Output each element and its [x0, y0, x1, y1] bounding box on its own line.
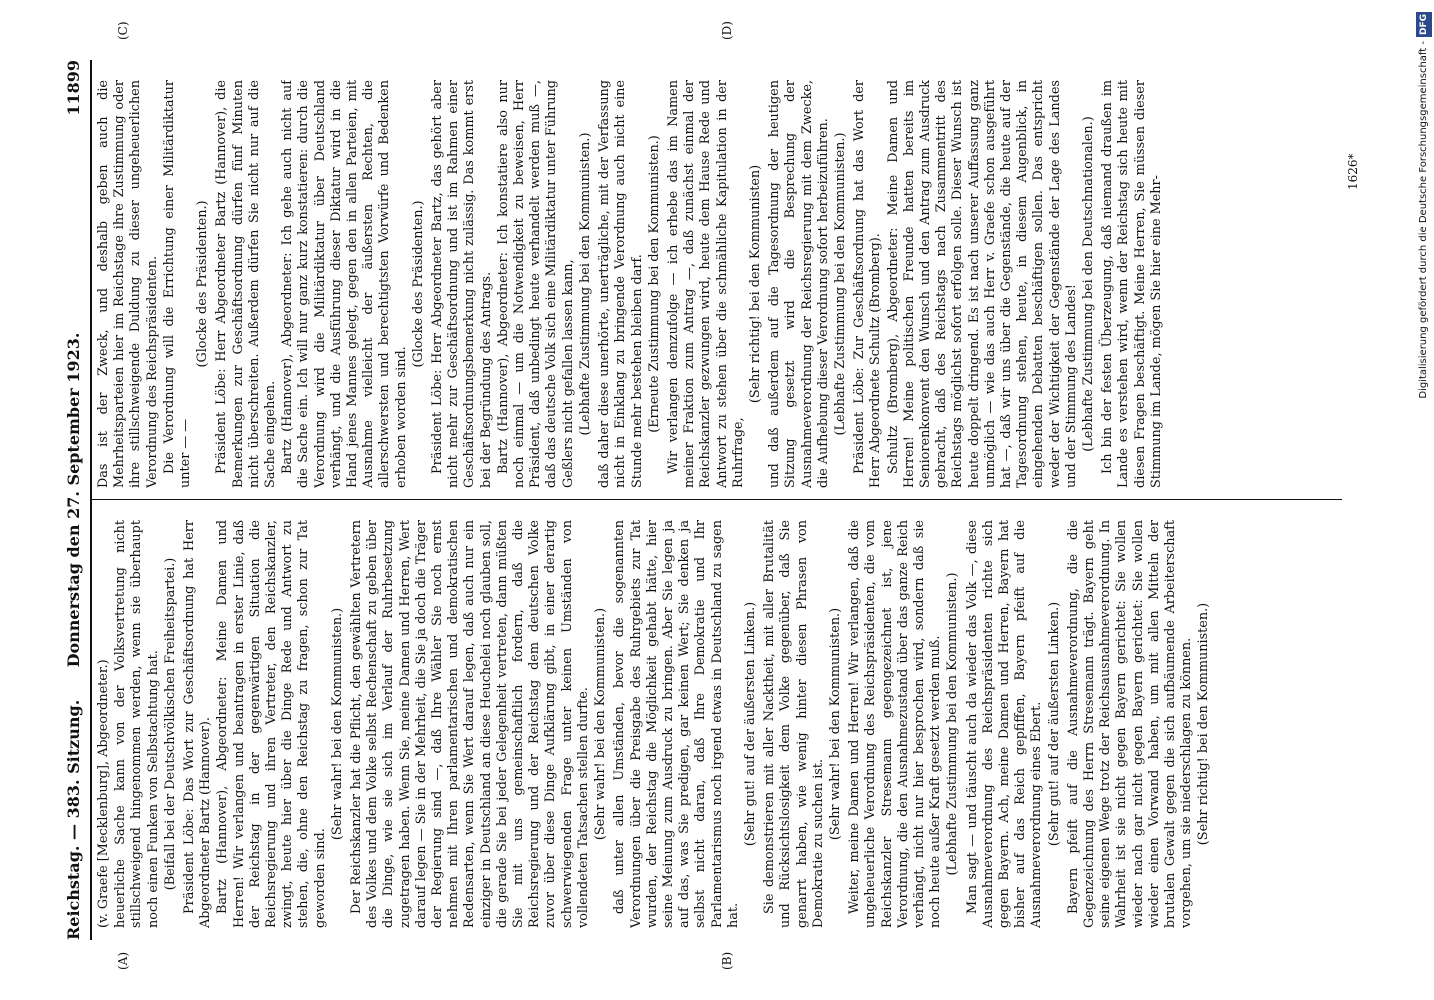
right-interjection: (Lebhafte Zustimmung bei den Kommunisten.) — [832, 132, 848, 436]
margin-marker-b: (B) — [720, 951, 734, 970]
right-interjection: (Glocke des Präsidenten.) — [410, 200, 426, 368]
right-paragraph: Die Verordnung will die Errichtung einer Militärdiktatur unter — — — [161, 80, 194, 488]
header-center: Donnerstag den 27. September 1923. — [64, 332, 83, 668]
right-interjection: (Erneute Zustimmung bei den Kommunisten.) — [646, 135, 662, 433]
left-paragraph: Der Reichskanzler hat die Pflicht, den gewählten Vertretern des Volkes und dem Volke selbst Rechenschaft zu geben über die Dinge, wie sie sich im Verlauf der Ruhrbesetzung zugetragen haben. Wenn Sie, meine Damen und Herren, Wert darauf legen — Sie in der Mehrheit, die Sie ja doch die Träger der Regierung sind —, daß Ihre Wähler Sie noch ernst nehmen mit Ihren parlamentarischen und demokratischen Redensarten, wenn Sie Wert darauf legen, daß auch nur ein einziger in Deutschland an diese Heuchelei noch glauben soll, die gerade Sie bei jeder Gelegenheit vertreten, dann müßten Sie mit uns gemeinschaftlich fordern, daß die Reichsregierung und der Reichstag dem deutschen Volke zuvor über diese Dinge Aufklärung gibt, in einer derartig schwerwiegenden Frage unter keinen Umständen von vollendeten Tatsachen stellen durfte. — [349, 520, 591, 928]
right-paragraph: Präsident Löbe: Herr Abgeordneter Bartz, das gehört aber nicht mehr zur Geschäftsordnung und ist im Rahmen einer Geschäftsordnungsbemerkung nicht zulässig. Das kommt erst bei der Begründung des Antrags. — [430, 80, 494, 488]
header-left: Reichstag. — 383. Sitzung. — [64, 699, 83, 940]
right-paragraph: Bartz (Hannover), Abgeordneter: Ich konstatiere also nur noch einmal — um die Notwendigkeit zu beweisen, Herr Präsident, daß unbedingt heute verhandelt werden muß —, daß das deutsche Volk sich eine Militärdiktatur unter Führung Geßlers nicht gefallen lassen kann, — [495, 80, 576, 488]
left-interjection: (Lebhafte Zustimmung bei den Kommunisten.) — [945, 572, 961, 876]
left-paragraph: heuerliche Sache kann von der Volksvertretung nicht stillschweigend hingenommen werden, wenn sie überhaupt noch einen Funken von Selbstachtung hat. — [113, 520, 161, 928]
left-interjection: (Sehr gut! auf der äußersten Linken.) — [742, 601, 758, 847]
right-interjection: (Lebhafte Zustimmung bei den Deutschnationalen.) — [1080, 116, 1096, 452]
left-paragraph: daß unter allen Umständen, bevor die sogenannten Verordnungen über die Preisgabe des Ruhrgebiets zur Tat wurden, der Reichstag die Möglichkeit gehabt hätte, hier seine Meinung zum Ausdruck zu bringen. Aber Sie legen ja auf das, was Sie predigen, gar keinen Wert; Sie denken ja selbst nicht daran, daß Ihre Demokratie und Ihr Parlamentarismus noch irgend etwas in Deutschland zu sagen hat. — [612, 520, 741, 928]
header-page-number: 11899 — [64, 60, 83, 116]
right-interjection: (Glocke des Präsidenten.) — [195, 200, 211, 368]
right-column — [96, 80, 1346, 488]
right-paragraph: und daß außerdem auf die Tagesordnung der heutigen Sitzung gesetzt wird die Besprechung der Ausnahmeverordnung der Reichsregierung mit dem Zwecke, die Aufhebung dieser Verordnung sofort herbeizuführen. — [767, 80, 831, 488]
left-paragraph: Bartz (Hannover), Abgeordneter: Meine Damen und Herren! Wir verlangen und beantragen in erster Linie, daß der Reichstag in der gegenwärtigen Situation die Reichsregierung und ihren Vertreter, den Reichskanzler, zwingt, heute hier über die Dinge Rede und Antwort zu stehen, die, ohne den Reichstag zu fragen, schon zur Tat geworden sind. — [215, 520, 328, 928]
margin-marker-c: (C) — [116, 21, 130, 40]
column-divider — [92, 499, 1342, 500]
page-header — [56, 60, 92, 940]
left-column — [96, 520, 1346, 928]
right-interjection: (Sehr richtig! bei den Kommunisten) — [747, 164, 763, 404]
dfg-logo: DFG — [1416, 12, 1432, 37]
right-interjection: (Lebhafte Zustimmung bei den Kommunisten.) — [577, 132, 593, 436]
right-paragraph: Präsident Löbe: Herr Abgeordneter Bartz (Hannover), die Bemerkungen zur Geschäftsordnung dürfen fünf Minuten nicht überschreiten. Außerdem dürfen Sie nicht nur auf die Sache eingehen. — [214, 80, 279, 488]
sheet-number: 1626* — [1346, 153, 1360, 190]
right-paragraph: daß daher diese unerhörte, unerträgliche, mit der Verfassung nicht in Einklang zu bringende Verordnung auch nicht eine Stunde mehr bestehen bleiben darf. — [597, 80, 645, 488]
left-paragraph: Bayern pfeift auf die Ausnahmeverordnung, die die Gegenzeichnung des Herrn Stresemann trägt. Bayern geht seine eigenen Wege trotz der Reichsausnahmeverordnung. In Wahrheit ist sie nicht gegen Bayern gerichtet: Sie wollen wieder nach gar nicht gegen Bayern gerichtet: Sie wollen wieder einen Vorwand haben, um mit allen Mitteln der brutalen Gewalt gegen die sich aufbäumende Arbeiterschaft vorgehen, um sie niederschlagen zu können. — [1065, 520, 1195, 928]
left-interjection: (Sehr wahr! bei den Kommunisten.) — [827, 607, 843, 841]
left-interjection: (Sehr richtig! bei den Kommunisten.) — [1196, 602, 1212, 846]
right-paragraph: Wir verlangen demzufolge — ich erhebe das im Namen meiner Fraktion zum Antrag —, daß zunächst einmal der Reichskanzler gezwungen wird, heute dem Hause Rede und Antwort zu stehen über die schmähliche Kapitulation in der Ruhrfrage, — [665, 80, 746, 488]
left-interjection: (Sehr gut! auf der äußersten Linken.) — [1046, 601, 1062, 847]
left-paragraph: Präsident Löbe: Das Wort zur Geschäftsordnung hat Herr Abgeordneter Bartz (Hannover). — [182, 520, 214, 928]
right-paragraph: Schultz (Bromberg), Abgeordneter: Meine Damen und Herren! Meine politischen Freunde hatten bereits im Seniorenkonvent den Wunsch und den Antrag zum Ausdruck gebracht, daß des Reichstags nach Zusammentritt des Reichstags möglichst sofort erfolgen solle. Dieser Wunsch ist heute doppelt dringend. Es ist nach unserer Auffassung ganz unmöglich — wie das auch Herr v. Graefe schon ausgeführt hat —, daß wir uns über die Gegenstände, die heute auf der Tagesordnung stehen, heute, in diesem Augenblick, in eingehenden Debatten beschäftigen sollen. Das entspricht weder der Wichtigkeit der Gegenstände der Lage des Landes und der Stimmung des Landes! — [885, 80, 1079, 488]
margin-marker-d: (D) — [720, 21, 734, 40]
right-paragraph: Ich bin der festen Überzeugung, daß niemand draußen im Lande es verstehen wird, wenn der Reichstag sich heute mit diesen Fragen beschäftigt. Meine Herren, Sie müssen dieser Stimmung im Lande, mögen Sie hier eine Mehr- — [1100, 80, 1164, 488]
funding-text: Digitalisierung gefördert durch die Deutsche Forschungsgemeinschaft - — [1418, 41, 1429, 399]
left-paragraph: Man sagt — und täuscht auch da wieder das Volk —, diese Ausnahmeverordnung des Reichspräsidenten richte sich gegen Bayern. Ach, meine Damen und Herren, Bayern hat bisher auf das Reich gepfiffen, Bayern pfeift auf die Ausnahmeverordnung eines Ebert. — [964, 520, 1045, 928]
left-paragraph: Weiter, meine Damen und Herren! Wir verlangen, daß die ungeheuerliche Verordnung des Reichspräsidenten, die vom Reichskanzler Stresemann gegengezeichnet ist, jene Verordnung, die den Ausnahmezustand über das ganze Reich verhängt, nicht nur hier besprochen wird, sondern daß sie noch heute außer Kraft gesetzt werden muß. — [847, 520, 944, 928]
margin-marker-a: (A) — [116, 951, 130, 970]
funding-note — [1414, 12, 1430, 988]
left-interjection: (Sehr wahr! bei den Kommunisten.) — [593, 607, 609, 841]
left-interjection: (Beifall bei der Deutschvölkischen Freiheitspartei.) — [162, 557, 178, 891]
right-paragraph: Das ist der Zweck, und deshalb geben auch die Mehrheitsparteien hier im Reichstage ihre Zustimmung oder ihre stillschweigende Duldung zu dieser ungeheuerlichen Verordnung des Reichspräsidenten. — [96, 80, 160, 488]
right-paragraph: Präsident Löbe: Zur Geschäftsordnung hat das Wort der Herr Abgeordnete Schultz (Bromberg). — [852, 80, 884, 488]
right-paragraph: Bartz (Hannover), Abgeordneter: Ich gehe auch nicht auf die Sache ein. Ich will nur ganz kurz konstatieren: durch die Verordnung wird die Militärdiktatur über Deutschland verhängt, und die Ausführung dieser Diktatur wird in die Hand jenes Mannes gelegt, gegen den in allen Parteien, mit Ausnahme vielleicht der äußersten Rechten, die allerschwersten und berechtigtsten Vorwürfe und Bedenken erhoben worden sind. — [280, 80, 409, 488]
left-paragraph: Sie demonstrieren mit aller Nacktheit, mit aller Brutalität und Rücksichtslosigkeit dem Volke gegenüber, daß Sie genarrt haben, wie wenig hinter diesen Phrasen von Demokratie zu suchen ist. — [762, 520, 826, 928]
left-paragraph: (v. Graefe [Mecklenburg], Abgeordneter.) — [96, 659, 111, 928]
left-interjection: (Sehr wahr! bei den Kommunisten.) — [329, 607, 345, 841]
